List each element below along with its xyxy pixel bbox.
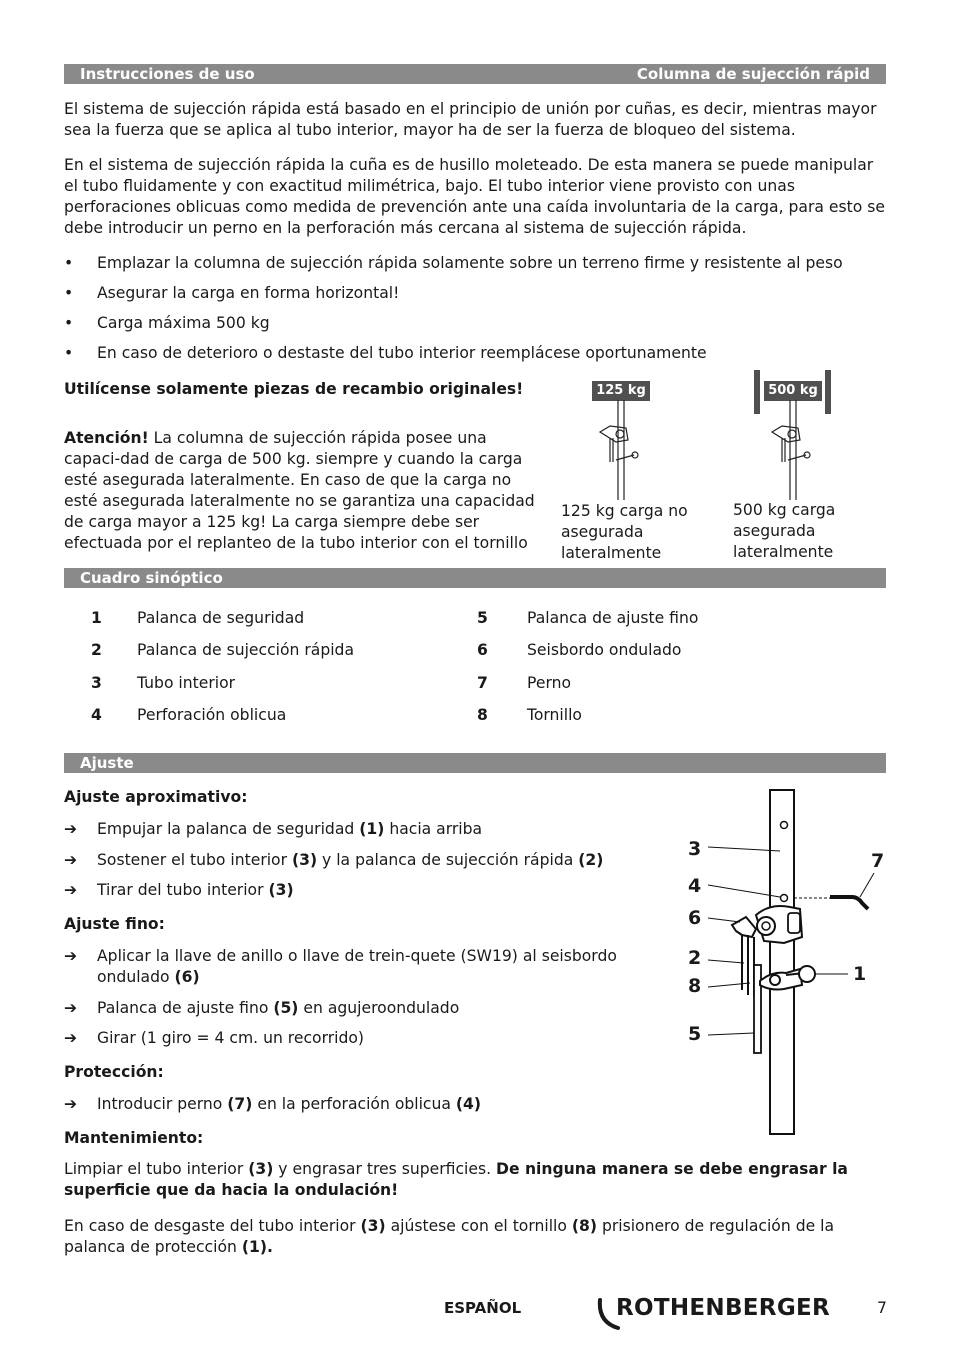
step-ref: (4) [455, 1095, 481, 1113]
warning: De ninguna manera se debe engrasar la superficie que da hacia la ondulación! [64, 1160, 848, 1199]
overview-label: Perno [527, 674, 572, 692]
step-ref: (6) [174, 968, 200, 986]
ajuste-bar [64, 753, 886, 773]
arrow-icon: ➔ [64, 820, 78, 838]
step-text: hacia arriba [384, 820, 483, 838]
bullet-dot: • [64, 344, 74, 362]
arrow-icon: ➔ [64, 881, 78, 899]
step-text: en agujeroondulado [298, 999, 460, 1017]
ajuste-title: Ajuste [80, 754, 134, 772]
arrow-icon: ➔ [64, 1095, 78, 1113]
figure-label-6: 6 [688, 907, 702, 929]
figure-label-2: 2 [688, 947, 702, 969]
arrow-icon: ➔ [64, 1029, 78, 1047]
ref: (3) [248, 1160, 274, 1178]
step-text: Girar (1 giro = 4 cm. un recorrido) [97, 1029, 364, 1047]
text: En caso de desgaste del tubo interior [64, 1217, 361, 1235]
spare-parts-notice: Utilícense solamente piezas de recambio originales! [64, 380, 524, 398]
arrow-icon: ➔ [64, 851, 78, 869]
header-left: Instrucciones de uso [80, 65, 255, 83]
overview-num: 8 [477, 706, 488, 724]
text: prisionero de regulación de la palanca de protección [64, 1217, 835, 1256]
protection-heading: Protección: [64, 1063, 164, 1081]
step-ref: (3) [291, 851, 318, 869]
arrow-icon: ➔ [64, 999, 78, 1017]
step-text: Sostener el tubo interior [97, 851, 292, 869]
overview-bar [64, 568, 886, 588]
overview-num: 1 [91, 609, 102, 627]
overview-num: 6 [477, 641, 488, 659]
figure-label-4: 4 [688, 875, 702, 897]
bullet-text: Emplazar la columna de sujección rápida solamente sobre un terreno firme y resistente al peso [97, 254, 843, 272]
overview-title: Cuadro sinóptico [80, 569, 223, 587]
figure-label-5: 5 [688, 1023, 702, 1045]
load-tag-125: 125 kg [592, 381, 650, 401]
overview-num: 7 [477, 674, 488, 692]
column-sketch-secured [752, 400, 842, 502]
footer-language: ESPAÑOL [444, 1299, 522, 1317]
fine-heading: Ajuste fino: [64, 915, 165, 933]
figure-label-1: 1 [853, 963, 867, 985]
bullet-dot: • [64, 254, 74, 272]
maintenance-paragraph-1 [64, 1159, 864, 1201]
intro-paragraph-1: El sistema de sujección rápida está basado en el principio de unión por cuñas, es decir, mientras mayor sea la fuerza que se aplica al tubo interior, mayor ha de ser la fuerza de bloqueo del sistema. [64, 100, 877, 139]
overview-label: Seisbordo ondulado [527, 641, 682, 659]
rough-heading: Ajuste aproximativo: [64, 788, 248, 806]
overview-num: 2 [91, 641, 102, 659]
intro-paragraph-2: En el sistema de sujección rápida la cuña es de husillo moleteado. De esta manera se puede manipular el tubo fluidamente y con exactitud milimétrica, bajo. El tubo interior viene provisto con unas perforaciones oblicuas como medida de prevención ante una caída involuntaria de la carga, para esto se debe introducir un perno en la perforación más cercana al sistema de sujección rápida. [64, 156, 885, 237]
step-ref: (3) [268, 881, 294, 899]
column-sketch-unsecured [580, 400, 670, 502]
step-text: Empujar la palanca de seguridad [97, 820, 360, 838]
brand-logo: ROTHENBERGER [616, 1295, 831, 1321]
page-number: 7 [877, 1299, 887, 1317]
overview-num: 4 [91, 706, 102, 724]
step-text: y la palanca de sujección rápida [317, 851, 579, 869]
overview-label: Perforación oblicua [137, 706, 287, 724]
maintenance-heading: Mantenimiento: [64, 1129, 204, 1147]
step-ref: (1) [359, 820, 385, 838]
header-right: Columna de sujección rápid [636, 65, 870, 83]
step-text: Aplicar la llave de anillo o llave de trein-quete (SW19) al seisbordo ondulado [97, 947, 617, 986]
overview-label: Tubo interior [137, 674, 236, 692]
step-text: Introducir perno [97, 1095, 228, 1113]
ref: (8) [571, 1217, 597, 1235]
attention-paragraph [64, 428, 544, 554]
text: ajústese con el tornillo [385, 1217, 572, 1235]
step-ref: (7) [227, 1095, 253, 1113]
attention-text: La columna de sujección rápida posee una capaci-dad de carga de 500 kg. siempre y cuando la carga esté asegurada lateralmente. En caso de que la carga no esté asegurada lateralmente no se garantiza una capacidad de carga mayor a 125 kg! La carga siempre debe ser efectuada por el replanteo de la tubo interior con el tornillo [64, 429, 535, 552]
bullet-text: En caso de deterioro o destaste del tubo interior reemplácese oportunamente [97, 344, 707, 362]
overview-num: 3 [91, 674, 102, 692]
overview-num: 5 [477, 609, 488, 627]
overview-label: Palanca de sujección rápida [137, 641, 355, 659]
step-ref: (2) [578, 851, 604, 869]
bullet-text: Carga máxima 500 kg [97, 314, 270, 332]
figure-label-3: 3 [688, 838, 702, 860]
bullet-dot: • [64, 284, 74, 302]
step-text: Tirar del tubo interior [97, 881, 269, 899]
arrow-icon: ➔ [64, 947, 78, 965]
text: y engrasar tres superficies. [273, 1160, 496, 1178]
ref: (1). [241, 1238, 273, 1256]
bullet-text: Asegurar la carga en forma horizontal! [97, 284, 400, 302]
load-caption-125: 125 kg carga no asegurada lateralmente [561, 502, 688, 562]
text: Limpiar el tubo interior [64, 1160, 249, 1178]
attention-label: Atención! [64, 429, 149, 447]
step-text: Palanca de ajuste fino [97, 999, 274, 1017]
header-bar [64, 64, 886, 84]
maintenance-paragraph-2 [64, 1216, 890, 1258]
load-caption-500: 500 kg carga asegurada lateralmente [733, 501, 836, 561]
step-ref: (5) [273, 999, 299, 1017]
overview-label: Palanca de seguridad [137, 609, 305, 627]
load-tag-500: 500 kg [764, 381, 822, 401]
figure-label-8: 8 [688, 975, 702, 997]
bullet-dot: • [64, 314, 74, 332]
ref: (3) [360, 1217, 386, 1235]
figure-label-7: 7 [871, 850, 885, 872]
overview-label: Palanca de ajuste fino [527, 609, 699, 627]
step-text: en la perforación oblicua [252, 1095, 456, 1113]
overview-label: Tornillo [527, 706, 582, 724]
